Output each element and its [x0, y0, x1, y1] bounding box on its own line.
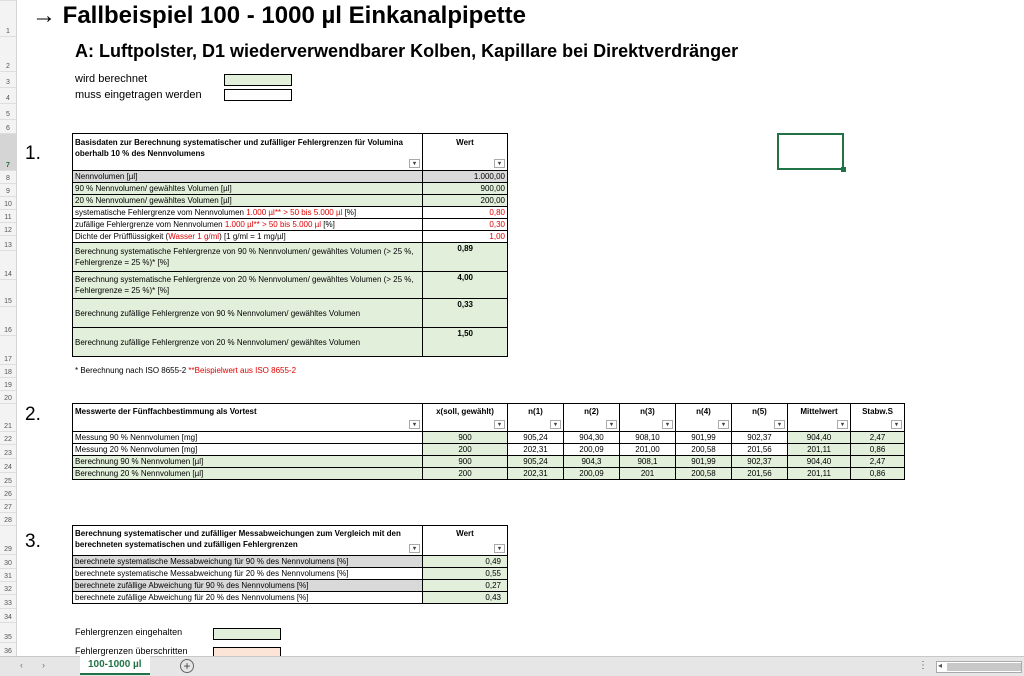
- scroll-tabs-left-icon[interactable]: ‹: [20, 660, 23, 670]
- example-value-text: 1.000 µl** > 50 bis 5.000 µl: [224, 220, 322, 229]
- section-number: 2.: [25, 404, 41, 425]
- scroll-left-icon[interactable]: ◂: [938, 661, 943, 670]
- table2-cell[interactable]: 902,37: [732, 432, 788, 444]
- scroll-tabs-right-icon[interactable]: ›: [42, 660, 45, 670]
- row-number[interactable]: 32: [0, 581, 16, 594]
- filter-dropdown-icon[interactable]: ▾: [409, 420, 420, 429]
- legend-enter-swatch: [224, 89, 292, 101]
- footnote-example-text: **Beispielwert aus ISO 8655-2: [188, 366, 297, 375]
- filter-dropdown-icon[interactable]: ▾: [774, 420, 785, 429]
- table2-cell[interactable]: 905,24: [508, 456, 564, 468]
- table3-value-header: [423, 526, 508, 556]
- table2-col-header: [620, 404, 676, 432]
- table3-row-label[interactable]: berechnete systematische Messabweichung für 90 % des Nennvolumens [%]: [73, 556, 423, 568]
- row-header-column: [0, 0, 17, 656]
- row-number[interactable]: 11: [0, 209, 16, 222]
- filter-dropdown-icon[interactable]: ▾: [662, 420, 673, 429]
- table1-row-value[interactable]: 4,00: [423, 272, 508, 299]
- row-number[interactable]: 15: [0, 279, 16, 306]
- col-header-text: Mittelwert: [800, 407, 838, 416]
- table3-value-header-text: Wert: [456, 529, 474, 538]
- example-value-text: Wasser 1 g/ml: [168, 232, 220, 241]
- row-number[interactable]: 12: [0, 222, 16, 235]
- table2-cell[interactable]: 904,3: [564, 456, 620, 468]
- table2-row-label[interactable]: Berechnung 90 % Nennvolumen [µl]: [73, 456, 423, 468]
- table1-row-value[interactable]: 1,00: [423, 231, 508, 243]
- col-header-text: Stabw.S: [862, 407, 893, 416]
- table3-row-label[interactable]: berechnete zufällige Abweichung für 90 % des Nennvolumens [%]: [73, 580, 423, 592]
- table2-cell[interactable]: 201,56: [732, 468, 788, 480]
- table2-col-header: [564, 404, 620, 432]
- filter-dropdown-icon[interactable]: ▾: [837, 420, 848, 429]
- row-number[interactable]: 9: [0, 183, 16, 196]
- legend-exceeded-label: Fehlergrenzen überschritten: [75, 646, 188, 656]
- row-number[interactable]: 1: [0, 0, 16, 36]
- row-number[interactable]: 36: [0, 642, 16, 656]
- row-number[interactable]: 30: [0, 554, 16, 568]
- table1-row-value[interactable]: 1.000,00: [423, 171, 508, 183]
- row-number[interactable]: 31: [0, 568, 16, 581]
- table1-row-value[interactable]: 0,89: [423, 243, 508, 272]
- row-number[interactable]: 24: [0, 458, 16, 472]
- table1-row-label[interactable]: [73, 207, 423, 219]
- table2-cell[interactable]: 201,56: [732, 444, 788, 456]
- table1-row-label[interactable]: 90 % Nennvolumen/ gewähltes Volumen [µl]: [73, 183, 423, 195]
- scrollbar-thumb[interactable]: [947, 663, 1021, 671]
- table2-cell[interactable]: 200: [423, 468, 508, 480]
- table2-cell[interactable]: 200,58: [676, 468, 732, 480]
- table1-header: [73, 134, 423, 171]
- table1-row-label[interactable]: Berechnung systematische Fehlergrenze von 20 % Nennvolumen/ gewähltes Volumen (> 25 %, Fehlergrenze = 25 %)* [%]: [73, 272, 423, 299]
- table2-cell[interactable]: 904,40: [788, 456, 851, 468]
- table2-cell[interactable]: 908,10: [620, 432, 676, 444]
- row-number[interactable]: 6: [0, 119, 16, 133]
- filter-dropdown-icon[interactable]: ▾: [494, 420, 505, 429]
- row-number[interactable]: 29: [0, 525, 16, 554]
- table2-cell[interactable]: 904,30: [564, 432, 620, 444]
- table2-cell[interactable]: 201,11: [788, 444, 851, 456]
- table2-cell[interactable]: 908,1: [620, 456, 676, 468]
- row-number[interactable]: 4: [0, 87, 16, 103]
- table2-col-header: [676, 404, 732, 432]
- filter-dropdown-icon[interactable]: ▾: [494, 159, 505, 168]
- sheet-tab-active[interactable]: 100-1000 µl: [80, 656, 150, 675]
- table2-row-label[interactable]: Berechnung 20 % Nennvolumen [µl]: [73, 468, 423, 480]
- table1-row-value[interactable]: 1,50: [423, 328, 508, 357]
- filter-dropdown-icon[interactable]: ▾: [494, 544, 505, 553]
- table2-cell[interactable]: 905,24: [508, 432, 564, 444]
- legend-calc-swatch: [224, 74, 292, 86]
- table3-row-value[interactable]: 0,43: [423, 592, 508, 604]
- section-number: 1.: [25, 143, 41, 164]
- table2-cell[interactable]: 900: [423, 456, 508, 468]
- table2-cell[interactable]: 0,86: [851, 444, 905, 456]
- row-number[interactable]: 17: [0, 335, 16, 364]
- filter-dropdown-icon[interactable]: ▾: [409, 544, 420, 553]
- more-options-icon[interactable]: ⋮: [918, 660, 928, 671]
- table1-row-label[interactable]: [73, 219, 423, 231]
- messabweichung-table: [72, 525, 508, 604]
- legend-ok-swatch: [213, 628, 281, 640]
- table1-row-value[interactable]: 0,80: [423, 207, 508, 219]
- table2-col-header: [423, 404, 508, 432]
- table1-row-label[interactable]: Nennvolumen [µl]: [73, 171, 423, 183]
- col-header-text: n(4): [696, 407, 711, 416]
- row-number-selected[interactable]: 7: [0, 133, 16, 170]
- legend-enter-label: muss eingetragen werden: [75, 89, 202, 101]
- unit-text: [%]: [321, 220, 335, 229]
- table2-cell[interactable]: 201,11: [788, 468, 851, 480]
- table1-row-label[interactable]: [73, 231, 423, 243]
- row-number[interactable]: 20: [0, 390, 16, 403]
- row-number[interactable]: 27: [0, 499, 16, 512]
- table2-cell[interactable]: 900: [423, 432, 508, 444]
- table2-col-header: [508, 404, 564, 432]
- table2-cell[interactable]: 901,99: [676, 432, 732, 444]
- legend-ok-label: Fehlergrenzen eingehalten: [75, 627, 183, 637]
- filter-dropdown-icon[interactable]: ▾: [550, 420, 561, 429]
- table2-cell[interactable]: 202,31: [508, 468, 564, 480]
- table2-cell[interactable]: 201: [620, 468, 676, 480]
- table2-cell[interactable]: 902,37: [732, 456, 788, 468]
- unit-text: ) [1 g/ml = 1 mg/µl]: [219, 232, 286, 241]
- table3-row-value[interactable]: 0,27: [423, 580, 508, 592]
- table2-col-header: [788, 404, 851, 432]
- table1-row-value[interactable]: 0,33: [423, 299, 508, 328]
- add-sheet-icon[interactable]: +: [180, 659, 194, 673]
- table1-value-header: [423, 134, 508, 171]
- table2-cell[interactable]: 904,40: [788, 432, 851, 444]
- row-number[interactable]: 22: [0, 431, 16, 444]
- legend-exceeded-swatch: [213, 647, 281, 656]
- col-header-text: n(2): [584, 407, 599, 416]
- table3-row-label[interactable]: berechnete zufällige Abweichung für 20 % des Nennvolumens [%]: [73, 592, 423, 604]
- table2-header-text: Messwerte der Fünffachbestimmung als Vortest: [75, 407, 257, 416]
- row-number[interactable]: 5: [0, 103, 16, 119]
- basisdaten-table: [72, 133, 508, 357]
- table2-cell[interactable]: 200,09: [564, 468, 620, 480]
- label-text: Dichte der Prüfflüssigkeit (: [75, 232, 169, 241]
- section-number: 3.: [25, 531, 41, 552]
- row-number[interactable]: 3: [0, 71, 16, 87]
- col-header-text: n(3): [640, 407, 655, 416]
- example-value-text: 1.000 µl** > 50 bis 5.000 µl: [246, 208, 343, 217]
- table1-footnote: [75, 366, 296, 375]
- sheet-tab-bar: [0, 656, 1024, 676]
- row-number[interactable]: 33: [0, 594, 16, 608]
- footnote-text: * Berechnung nach ISO 8655-2: [75, 366, 189, 375]
- page-subtitle: A: Luftpolster, D1 wiederverwendbarer Kolben, Kapillare bei Direktverdränger: [75, 41, 739, 61]
- row-number[interactable]: 14: [0, 250, 16, 279]
- table2-cell[interactable]: 201,00: [620, 444, 676, 456]
- horizontal-scrollbar[interactable]: [936, 661, 1022, 673]
- row-number[interactable]: 35: [0, 622, 16, 642]
- table2-row-label[interactable]: Messung 90 % Nennvolumen [mg]: [73, 432, 423, 444]
- filter-dropdown-icon[interactable]: ▾: [891, 420, 902, 429]
- row-number[interactable]: 16: [0, 306, 16, 335]
- table2-col-header: [732, 404, 788, 432]
- table2-cell[interactable]: 2,47: [851, 456, 905, 468]
- table3-row-value[interactable]: 0,55: [423, 568, 508, 580]
- table2-cell[interactable]: 200,58: [676, 444, 732, 456]
- table2-cell[interactable]: 200: [423, 444, 508, 456]
- table2-cell[interactable]: 901,99: [676, 456, 732, 468]
- table1-value-header-text: Wert: [456, 138, 474, 147]
- col-header-text: n(1): [528, 407, 543, 416]
- row-number[interactable]: 8: [0, 170, 16, 183]
- row-number[interactable]: 2: [0, 36, 16, 71]
- table1-row-label[interactable]: Berechnung zufällige Fehlergrenze von 20 % Nennvolumen/ gewähltes Volumen: [73, 328, 423, 357]
- row-number[interactable]: 13: [0, 235, 16, 250]
- col-header-text: x(soll, gewählt): [436, 407, 494, 416]
- table2-cell[interactable]: 200,09: [564, 444, 620, 456]
- table1-row-value[interactable]: 900,00: [423, 183, 508, 195]
- table3-header: [73, 526, 423, 556]
- filter-dropdown-icon[interactable]: ▾: [718, 420, 729, 429]
- unit-text: [%]: [342, 208, 357, 217]
- row-number[interactable]: 34: [0, 608, 16, 622]
- row-number[interactable]: 26: [0, 486, 16, 499]
- row-number[interactable]: 21: [0, 403, 16, 431]
- label-text: zufällige Fehlergrenze vom Nennvolumen: [75, 220, 225, 229]
- row-number[interactable]: 23: [0, 444, 16, 458]
- table1-header-text: Basisdaten zur Berechnung systematischer und zufälliger Fehlergrenzen für Volumina oberhalb 10 % des Nennvolumens: [75, 138, 403, 158]
- table2-header: [73, 404, 423, 432]
- filter-dropdown-icon[interactable]: ▾: [409, 159, 420, 168]
- row-number[interactable]: 28: [0, 512, 16, 525]
- table1-row-label[interactable]: Berechnung zufällige Fehlergrenze von 90 % Nennvolumen/ gewähltes Volumen: [73, 299, 423, 328]
- table2-col-header: [851, 404, 905, 432]
- row-number[interactable]: 10: [0, 196, 16, 209]
- table2-row-label[interactable]: Messung 20 % Nennvolumen [mg]: [73, 444, 423, 456]
- filter-dropdown-icon[interactable]: ▾: [606, 420, 617, 429]
- selected-cell[interactable]: [777, 133, 844, 170]
- table3-row-value[interactable]: 0,49: [423, 556, 508, 568]
- table3-row-label[interactable]: berechnete systematische Messabweichung für 20 % des Nennvolumens [%]: [73, 568, 423, 580]
- table1-row-value[interactable]: 0,30: [423, 219, 508, 231]
- table2-cell[interactable]: 0,86: [851, 468, 905, 480]
- table1-row-label[interactable]: 20 % Nennvolumen/ gewähltes Volumen [µl]: [73, 195, 423, 207]
- table3-header-text: Berechnung systematischer und zufälliger Messabweichungen zum Vergleich mit den berechneten systematischen und zufälligen Fehlergrenzen: [75, 529, 401, 549]
- row-number[interactable]: 19: [0, 377, 16, 390]
- row-number[interactable]: 25: [0, 472, 16, 486]
- table1-row-label[interactable]: Berechnung systematische Fehlergrenze von 90 % Nennvolumen/ gewähltes Volumen (> 25 %, Fehlergrenze = 25 %)* [%]: [73, 243, 423, 272]
- legend-calc-label: wird berechnet: [75, 73, 148, 85]
- label-text: systematische Fehlergrenze vom Nennvolumen: [75, 208, 247, 217]
- table2-cell[interactable]: 2,47: [851, 432, 905, 444]
- row-number[interactable]: 18: [0, 364, 16, 377]
- messwerte-table: [72, 403, 905, 480]
- table1-row-value[interactable]: 200,00: [423, 195, 508, 207]
- table2-cell[interactable]: 202,31: [508, 444, 564, 456]
- page-title: → Fallbeispiel 100 - 1000 µl Einkanalpipette: [32, 2, 527, 29]
- col-header-text: n(5): [752, 407, 767, 416]
